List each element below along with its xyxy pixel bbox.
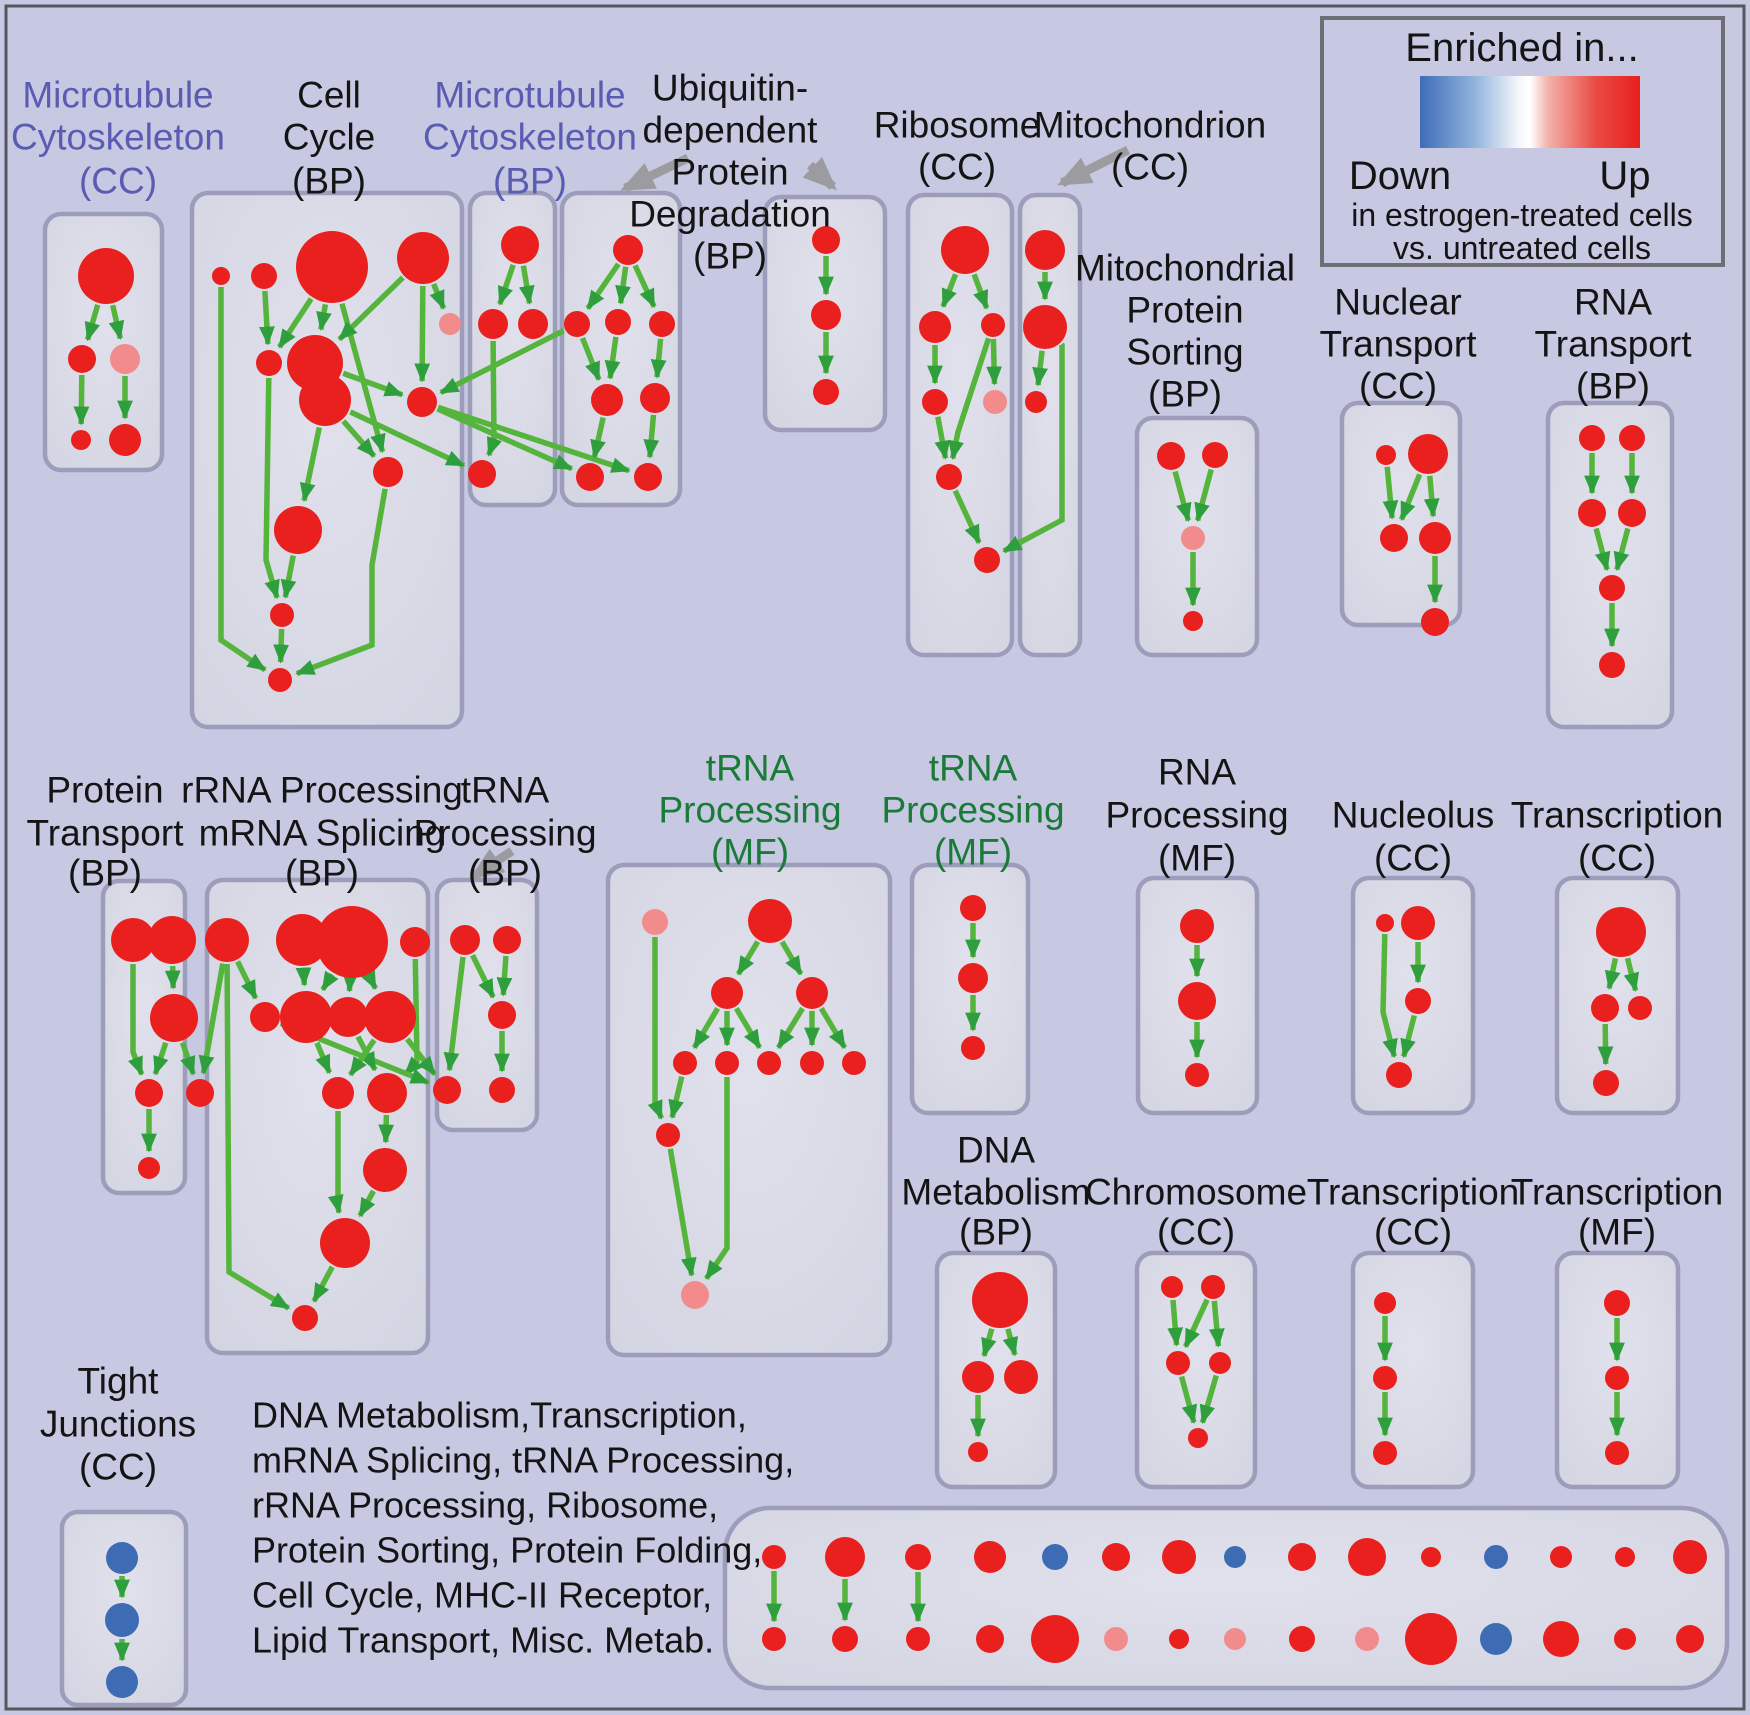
gene-node-p2 bbox=[150, 994, 198, 1042]
gene-node-e6 bbox=[974, 547, 1000, 573]
gene-node-t2 bbox=[488, 1001, 516, 1029]
mixed-terms-text-line-3: rRNA Processing, Ribosome, bbox=[252, 1484, 719, 1526]
gene-node-u6 bbox=[576, 463, 604, 491]
mixed-terms-text-line-2: mRNA Splicing, tRNA Processing, bbox=[252, 1439, 795, 1481]
gene-node-x2 bbox=[1004, 1360, 1038, 1394]
gene-node-e2 bbox=[981, 313, 1005, 337]
gene-node-e0 bbox=[941, 226, 989, 274]
gene-node-r10 bbox=[367, 1073, 407, 1113]
nuclear-transport-label-line-2: Transport bbox=[1319, 323, 1477, 365]
tight-junctions-label-line-1: Tight bbox=[77, 1360, 159, 1402]
legend-colorbar bbox=[1420, 76, 1640, 148]
protein-transport-label-line-2: Transport bbox=[26, 812, 184, 854]
edge-w1-w3 bbox=[1605, 1024, 1606, 1064]
gene-node-p4 bbox=[138, 1157, 160, 1179]
gene-node-y1 bbox=[1201, 1275, 1225, 1299]
gene-node-i1 bbox=[1619, 425, 1645, 451]
gene-node-k12t bbox=[1550, 1546, 1572, 1568]
gene-node-c12 bbox=[268, 668, 292, 692]
gene-node-d1 bbox=[478, 309, 508, 339]
microtubule-bp-label-line-2: Cytoskeleton bbox=[423, 116, 637, 158]
gene-node-k0t bbox=[762, 1545, 786, 1569]
nuclear-transport-label-line-1: Nuclear bbox=[1334, 281, 1462, 323]
gene-node-k3t bbox=[974, 1541, 1006, 1573]
mitochondrion-label-line-2: (CC) bbox=[1110, 146, 1190, 188]
gene-node-c6 bbox=[439, 313, 461, 335]
nucleolus-label-line-1: Nucleolus bbox=[1331, 794, 1495, 836]
rna-transport-label-line-2: Transport bbox=[1534, 323, 1692, 365]
gene-node-m7 bbox=[800, 1051, 824, 1075]
cluster-box-rna-transport bbox=[1548, 403, 1672, 727]
cluster-box-chromosome bbox=[1137, 1253, 1255, 1487]
edge-r3-r7 bbox=[349, 980, 350, 991]
transcription-cc-top-label-line-1: Transcription bbox=[1510, 794, 1724, 836]
gene-node-k2b bbox=[906, 1627, 930, 1651]
nucleolus-label-line-2: (CC) bbox=[1373, 837, 1453, 879]
cluster-box-trna-processing-mf-1 bbox=[608, 865, 890, 1355]
gene-node-s0 bbox=[1376, 914, 1394, 932]
gene-node-m1 bbox=[748, 899, 792, 943]
gene-node-k8b bbox=[1289, 1626, 1315, 1652]
gene-node-r3 bbox=[316, 906, 388, 978]
gene-node-g0 bbox=[1157, 442, 1185, 470]
gene-node-e1 bbox=[919, 311, 951, 343]
legend-subtitle-2: vs. untreated cells bbox=[1393, 230, 1651, 266]
edge-r2-r6 bbox=[304, 968, 305, 985]
gene-node-c9 bbox=[373, 457, 403, 487]
gene-node-k9t bbox=[1348, 1538, 1386, 1576]
trna-bp-label-line-2: Processing bbox=[413, 812, 597, 854]
gene-node-w3 bbox=[1593, 1070, 1619, 1096]
gene-node-p1 bbox=[148, 916, 196, 964]
gene-node-u7 bbox=[634, 463, 662, 491]
gene-node-r11 bbox=[363, 1148, 407, 1192]
gene-node-q2 bbox=[1185, 1063, 1209, 1087]
gene-node-m0 bbox=[642, 909, 668, 935]
gene-node-e5 bbox=[936, 464, 962, 490]
gene-node-x1 bbox=[962, 1361, 994, 1393]
gene-node-m10 bbox=[681, 1281, 709, 1309]
trna-mf-2-label-line-1: tRNA bbox=[928, 747, 1018, 789]
gene-node-v2 bbox=[813, 379, 839, 405]
gene-node-a3 bbox=[71, 430, 91, 450]
rna-processing-label-line-3: (MF) bbox=[1157, 837, 1237, 879]
edge-c11-c12 bbox=[281, 629, 282, 662]
gene-node-r1 bbox=[205, 918, 249, 962]
edge-r10-r11 bbox=[386, 1115, 387, 1142]
mixed-terms-text-line-6: Lipid Transport, Misc. Metab. bbox=[252, 1619, 715, 1661]
gene-node-h1 bbox=[1408, 434, 1448, 474]
trna-mf-1-label-line-2: Processing bbox=[658, 789, 842, 831]
gene-node-f1 bbox=[1023, 305, 1067, 349]
mito-sorting-label-line-4: (BP) bbox=[1148, 373, 1222, 415]
transcription-mf-label-line-1: Transcription bbox=[1510, 1171, 1724, 1213]
gene-node-zz1 bbox=[1605, 1366, 1629, 1390]
trna-bp-label-line-1: tRNA bbox=[460, 769, 550, 811]
gene-node-m2 bbox=[711, 977, 743, 1009]
gene-node-u1 bbox=[564, 311, 590, 337]
cell-cycle-label-line-2: Cycle bbox=[282, 116, 376, 158]
gene-node-z1 bbox=[1373, 1366, 1397, 1390]
gene-node-r8 bbox=[364, 991, 416, 1043]
gene-node-m4 bbox=[673, 1051, 697, 1075]
gene-node-m5 bbox=[715, 1051, 739, 1075]
gene-node-f0 bbox=[1025, 230, 1065, 270]
gene-node-k11b bbox=[1480, 1623, 1512, 1655]
gene-node-y2 bbox=[1166, 1351, 1190, 1375]
gene-node-c4 bbox=[256, 350, 282, 376]
transcription-mf-label-line-2: (MF) bbox=[1577, 1211, 1657, 1253]
gene-node-y3 bbox=[1209, 1352, 1231, 1374]
ubiquitin-label-line-4: Degradation bbox=[629, 193, 831, 235]
edge-u5-u7 bbox=[650, 415, 654, 457]
edge-y0-y2 bbox=[1173, 1300, 1177, 1345]
gene-node-c0 bbox=[212, 267, 230, 285]
rna-processing-label-line-1: RNA bbox=[1157, 751, 1237, 793]
microtubule-bp-label-line-3: (BP) bbox=[493, 160, 567, 202]
gene-node-d0 bbox=[501, 226, 539, 264]
chromosome-label-line-1: Chromosome bbox=[1084, 1171, 1308, 1213]
transcription-cc-bottom-label-line-1: Transcription bbox=[1306, 1171, 1520, 1213]
gene-node-y0 bbox=[1161, 1276, 1183, 1298]
tight-junctions-label-line-2: Junctions bbox=[39, 1403, 197, 1445]
rrna-label-line-1: rRNA Processing bbox=[181, 769, 463, 811]
gene-node-k5t bbox=[1102, 1543, 1130, 1571]
transcription-cc-bottom-label-line-2: (CC) bbox=[1373, 1211, 1453, 1253]
gene-node-m3 bbox=[796, 977, 828, 1009]
edge-r9-r12 bbox=[338, 1111, 339, 1213]
gene-node-x0 bbox=[972, 1272, 1028, 1328]
gene-node-k5b bbox=[1104, 1627, 1128, 1651]
gene-node-g1 bbox=[1202, 442, 1228, 468]
ubiquitin-label-line-2: dependent bbox=[642, 109, 818, 151]
gene-node-c3 bbox=[397, 232, 449, 284]
gene-node-w0 bbox=[1596, 907, 1646, 957]
gene-node-d2 bbox=[518, 309, 548, 339]
microtubule-cc-label-line-1: Microtubule bbox=[22, 74, 214, 116]
gene-node-k2t bbox=[905, 1544, 931, 1570]
gene-node-r13 bbox=[292, 1305, 318, 1331]
gene-node-k10t bbox=[1421, 1547, 1441, 1567]
gene-node-u3 bbox=[649, 311, 675, 337]
gene-node-k6b bbox=[1169, 1629, 1189, 1649]
microtubule-cc-label-line-2: Cytoskeleton bbox=[11, 116, 225, 158]
gene-node-k11t bbox=[1484, 1545, 1508, 1569]
gene-node-k4b bbox=[1031, 1615, 1079, 1663]
gene-node-i3 bbox=[1618, 499, 1646, 527]
gene-node-h0 bbox=[1376, 445, 1396, 465]
mito-sorting-label-line-3: Sorting bbox=[1126, 331, 1244, 373]
edge-a1-a3 bbox=[81, 375, 82, 424]
gene-node-k9b bbox=[1355, 1627, 1379, 1651]
protein-transport-label-line-3: (BP) bbox=[68, 852, 142, 894]
gene-node-v1 bbox=[811, 300, 841, 330]
gene-node-c1 bbox=[251, 263, 277, 289]
edge-t1-t2 bbox=[503, 956, 506, 995]
ubiquitin-label-line-3: Protein bbox=[671, 151, 789, 193]
gene-node-t4 bbox=[489, 1077, 515, 1103]
protein-transport-label-line-1: Protein bbox=[46, 769, 164, 811]
gene-node-c7 bbox=[407, 387, 437, 417]
gene-node-i4 bbox=[1599, 575, 1625, 601]
gene-node-k1b bbox=[832, 1626, 858, 1652]
gene-node-n2 bbox=[961, 1036, 985, 1060]
dna-metabolism-label-line-2: Metabolism bbox=[901, 1171, 1091, 1213]
gene-node-p3 bbox=[135, 1079, 163, 1107]
gene-node-k14b bbox=[1676, 1625, 1704, 1653]
microtubule-cc-label-line-3: (CC) bbox=[78, 160, 158, 202]
gene-node-n0 bbox=[960, 895, 986, 921]
gene-node-k7b bbox=[1224, 1628, 1246, 1650]
tight-junctions-label-line-3: (CC) bbox=[78, 1446, 158, 1488]
cluster-box-mixed-terms bbox=[725, 1508, 1727, 1688]
gene-node-f2 bbox=[1025, 391, 1047, 413]
mixed-terms-text-line-1: DNA Metabolism,Transcription, bbox=[252, 1394, 747, 1436]
rna-processing-label-line-2: Processing bbox=[1105, 794, 1289, 836]
gene-node-rb bbox=[186, 1079, 214, 1107]
gene-node-r12 bbox=[320, 1218, 370, 1268]
edge-h1-h3 bbox=[1430, 476, 1433, 516]
gene-node-k0b bbox=[762, 1627, 786, 1651]
gene-node-r4 bbox=[400, 927, 430, 957]
edge-c3-c7 bbox=[422, 286, 423, 381]
mito-sorting-label-line-2: Protein bbox=[1126, 289, 1244, 331]
cluster-box-transcription-cc-bottom bbox=[1353, 1253, 1473, 1487]
legend-down-label: Down bbox=[1348, 154, 1452, 198]
gene-node-z0 bbox=[1374, 1292, 1396, 1314]
gene-node-g2 bbox=[1181, 526, 1205, 550]
gene-node-w2 bbox=[1628, 996, 1652, 1020]
gene-node-i5 bbox=[1599, 652, 1625, 678]
gene-node-g3 bbox=[1183, 611, 1203, 631]
gene-node-t3 bbox=[433, 1076, 461, 1104]
gene-node-u2 bbox=[605, 309, 631, 335]
gene-node-k13t bbox=[1615, 1547, 1635, 1567]
ribosome-label-line-1: Ribosome bbox=[873, 104, 1041, 146]
gene-node-w1 bbox=[1591, 994, 1619, 1022]
gene-node-h4 bbox=[1421, 608, 1449, 636]
ribosome-label-line-2: (CC) bbox=[917, 146, 997, 188]
gene-node-c2 bbox=[296, 231, 368, 303]
gene-node-i0 bbox=[1579, 425, 1605, 451]
gene-node-k8t bbox=[1288, 1543, 1316, 1571]
gene-node-zz0 bbox=[1604, 1290, 1630, 1316]
gene-node-u4 bbox=[591, 384, 623, 416]
gene-node-a0 bbox=[78, 248, 134, 304]
gene-node-r6 bbox=[280, 991, 332, 1043]
gene-node-k14t bbox=[1673, 1540, 1707, 1574]
ubiquitin-label-line-5: (BP) bbox=[693, 235, 767, 277]
gene-node-q1 bbox=[1178, 982, 1216, 1020]
edge-u3-u5 bbox=[657, 339, 661, 377]
gene-node-m6 bbox=[757, 1051, 781, 1075]
transcription-cc-top-label-line-2: (CC) bbox=[1577, 837, 1657, 879]
gene-node-r5 bbox=[250, 1002, 280, 1032]
gene-node-t0 bbox=[450, 925, 480, 955]
gene-node-u0 bbox=[613, 235, 643, 265]
gene-node-zz2 bbox=[1605, 1441, 1629, 1465]
gene-node-z2 bbox=[1373, 1441, 1397, 1465]
trna-mf-1-label-line-3: (MF) bbox=[710, 831, 790, 873]
trna-mf-2-label-line-2: Processing bbox=[881, 789, 1065, 831]
dna-metabolism-label-line-3: (BP) bbox=[959, 1211, 1033, 1253]
edge-c1-c4 bbox=[265, 291, 268, 344]
rna-transport-label-line-3: (BP) bbox=[1576, 365, 1650, 407]
gene-node-d3 bbox=[468, 460, 496, 488]
gene-node-u5 bbox=[640, 383, 670, 413]
mitochondrion-label-line-1: Mitochondrion bbox=[1033, 104, 1267, 146]
gene-node-r7 bbox=[328, 997, 368, 1037]
gene-node-r9 bbox=[322, 1077, 354, 1109]
gene-node-k1t bbox=[825, 1537, 865, 1577]
trna-mf-2-label-line-3: (MF) bbox=[933, 831, 1013, 873]
gene-node-q0 bbox=[1180, 909, 1214, 943]
legend-subtitle-1: in estrogen-treated cells bbox=[1351, 197, 1693, 233]
gene-node-h2 bbox=[1380, 524, 1408, 552]
mixed-terms-text-line-5: Cell Cycle, MHC-II Receptor, bbox=[252, 1574, 713, 1616]
gene-node-m8 bbox=[842, 1051, 866, 1075]
edge-p1-p2 bbox=[173, 966, 174, 988]
gene-node-s2 bbox=[1405, 988, 1431, 1014]
nuclear-transport-label-line-3: (CC) bbox=[1358, 365, 1438, 407]
rrna-label-line-2: mRNA Splicing bbox=[198, 812, 446, 854]
gene-node-c8 bbox=[299, 374, 351, 426]
rna-transport-label-line-1: RNA bbox=[1573, 281, 1653, 323]
gene-node-k10b bbox=[1405, 1613, 1457, 1665]
gene-node-e4 bbox=[983, 390, 1007, 414]
gene-node-k3b bbox=[976, 1625, 1004, 1653]
legend-title: Enriched in... bbox=[1405, 26, 1639, 70]
gene-node-j2 bbox=[106, 1666, 138, 1698]
gene-node-t1 bbox=[493, 926, 521, 954]
gene-node-s3 bbox=[1386, 1062, 1412, 1088]
cell-cycle-label-line-1: Cell bbox=[297, 74, 361, 116]
mixed-terms-text-line-4: Protein Sorting, Protein Folding, bbox=[252, 1529, 763, 1571]
cell-cycle-label-line-3: (BP) bbox=[292, 160, 366, 202]
gene-node-x3 bbox=[968, 1442, 988, 1462]
gene-node-k12b bbox=[1543, 1621, 1579, 1657]
legend-up-label: Up bbox=[1599, 154, 1651, 198]
microtubule-bp-label-line-1: Microtubule bbox=[434, 74, 626, 116]
gene-node-y4 bbox=[1188, 1428, 1208, 1448]
gene-node-s1 bbox=[1401, 906, 1435, 940]
edge-e2-e4 bbox=[993, 339, 994, 384]
ubiquitin-label-line-1: Ubiquitin- bbox=[651, 67, 809, 109]
mito-sorting-label-line-1: Mitochondrial bbox=[1074, 247, 1296, 289]
gene-node-a4 bbox=[109, 424, 141, 456]
rrna-label-line-3: (BP) bbox=[285, 852, 359, 894]
gene-node-n1 bbox=[958, 963, 988, 993]
gene-node-e3 bbox=[922, 389, 948, 415]
gene-node-k7t bbox=[1224, 1546, 1246, 1568]
gene-node-m9 bbox=[656, 1123, 680, 1147]
gene-node-c10 bbox=[274, 506, 322, 554]
gene-node-h3 bbox=[1419, 522, 1451, 554]
gene-node-j1 bbox=[105, 1603, 139, 1637]
dna-metabolism-label-line-1: DNA bbox=[956, 1129, 1036, 1171]
gene-node-k4t bbox=[1042, 1544, 1068, 1570]
gene-node-i2 bbox=[1578, 499, 1606, 527]
gene-node-k13b bbox=[1614, 1628, 1636, 1650]
gene-node-j0 bbox=[106, 1542, 138, 1574]
trna-mf-1-label-line-1: tRNA bbox=[705, 747, 795, 789]
trna-bp-label-line-3: (BP) bbox=[468, 852, 542, 894]
gene-node-c11 bbox=[270, 603, 294, 627]
gene-node-a1 bbox=[68, 345, 96, 373]
gene-node-k6t bbox=[1162, 1540, 1196, 1574]
gene-node-a2 bbox=[110, 344, 140, 374]
chromosome-label-line-2: (CC) bbox=[1156, 1211, 1236, 1253]
